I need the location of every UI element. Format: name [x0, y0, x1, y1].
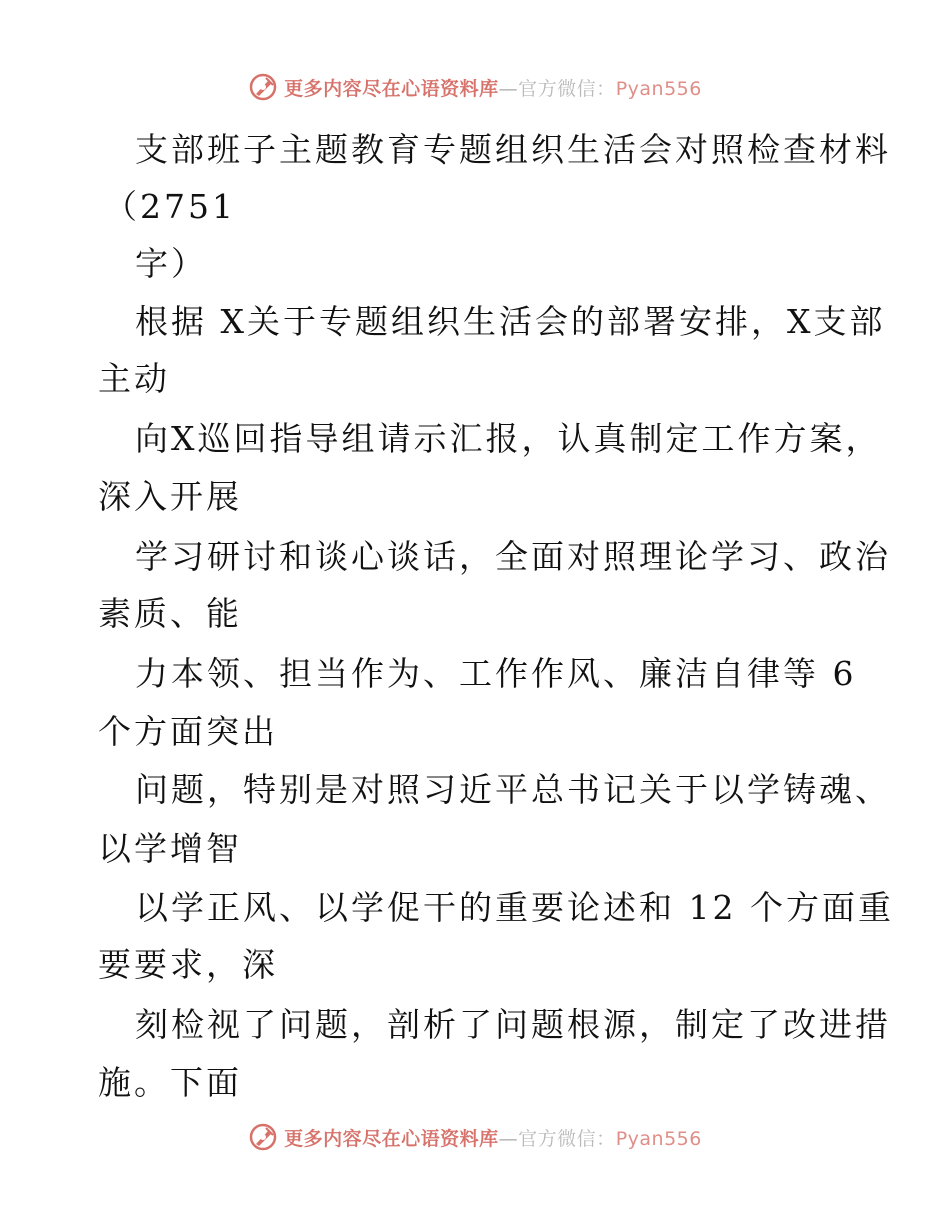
header-watermark — [0, 72, 950, 102]
paragraph-line: 素质、能 — [98, 594, 242, 633]
watermark-wechat-label: 官方微信： — [518, 77, 616, 100]
watermark-text — [284, 1124, 702, 1151]
watermark-separator: — — [498, 77, 519, 100]
paragraph-line: 问题，特别是对照习近平总书记关于以学铸魂、 — [135, 770, 891, 809]
paragraph-line: 主动 — [98, 359, 170, 398]
paragraph-line: 刻检视了问题，剖析了问题根源，制定了改进措 — [135, 1005, 891, 1044]
watermark-main: 更多内容尽在心语资料库 — [284, 77, 499, 100]
watermark-wechat-id: Pyan556 — [615, 1127, 702, 1150]
watermark-text — [284, 74, 702, 101]
paragraph-line: 以学增智 — [98, 829, 242, 868]
quill-logo-icon — [248, 1122, 278, 1152]
paragraph-line: 施。下面 — [98, 1063, 242, 1102]
watermark-wechat-label: 官方微信： — [518, 1127, 616, 1150]
watermark-main: 更多内容尽在心语资料库 — [284, 1127, 499, 1150]
paragraph-line: 学习研讨和谈心谈话，全面对照理论学习、政治 — [135, 537, 891, 576]
paragraph-line: 个方面突出 — [98, 712, 278, 751]
watermark-wechat-id: Pyan556 — [615, 77, 702, 100]
paragraph-line: 向X巡回指导组请示汇报，认真制定工作方案， — [135, 419, 882, 458]
watermark-separator: — — [498, 1127, 519, 1150]
paragraph-line: 深入开展 — [98, 477, 242, 516]
title-wordcount-start: （2751 — [104, 187, 236, 226]
paragraph-line: 根据 X关于专题组织生活会的部署安排，X支部 — [135, 302, 886, 341]
paragraph-line: 力本领、担当作为、工作作风、廉洁自律等 6 — [135, 654, 857, 693]
paragraph-line: 要要求，深 — [98, 945, 278, 984]
paragraph-line: 以学正风、以学促干的重要论述和 12 个方面重 — [135, 888, 894, 927]
quill-logo-icon — [248, 72, 278, 102]
document-title: 支部班子主题教育专题组织生活会对照检查材料 — [135, 130, 891, 169]
footer-watermark — [0, 1122, 950, 1152]
title-wordcount-end: 字） — [135, 244, 207, 283]
